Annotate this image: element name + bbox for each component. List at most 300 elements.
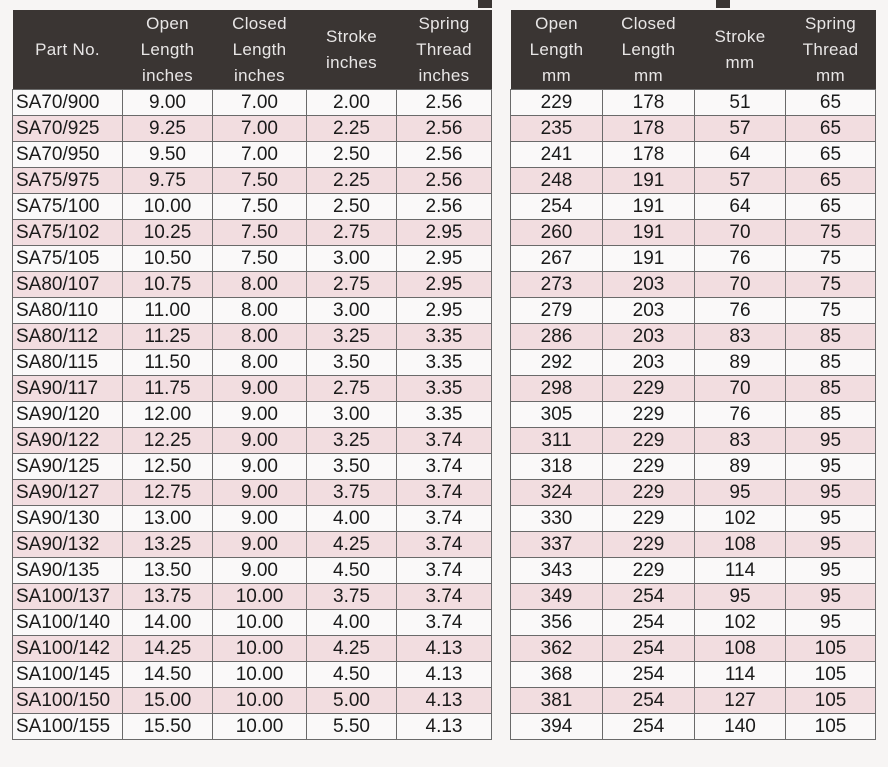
value-cell: 83 bbox=[695, 324, 786, 350]
value-cell: 85 bbox=[786, 376, 876, 402]
value-cell: 95 bbox=[786, 558, 876, 584]
value-cell: 70 bbox=[695, 272, 786, 298]
column-header-line: Closed bbox=[621, 13, 676, 33]
value-cell: 9.00 bbox=[213, 454, 307, 480]
table-row bbox=[13, 454, 492, 480]
value-cell: 191 bbox=[603, 246, 695, 272]
value-cell: 298 bbox=[511, 376, 603, 402]
value-cell: 229 bbox=[603, 376, 695, 402]
value-cell: 105 bbox=[786, 662, 876, 688]
value-cell: 10.00 bbox=[213, 610, 307, 636]
value-cell: 10.50 bbox=[123, 246, 213, 272]
table-row bbox=[511, 246, 876, 272]
value-cell: 3.74 bbox=[397, 454, 492, 480]
value-cell: 254 bbox=[603, 688, 695, 714]
value-cell: 9.00 bbox=[213, 428, 307, 454]
value-cell: 8.00 bbox=[213, 350, 307, 376]
value-cell: 4.50 bbox=[307, 558, 397, 584]
value-cell: 229 bbox=[603, 532, 695, 558]
value-cell: 14.25 bbox=[123, 636, 213, 662]
column-header bbox=[213, 10, 307, 90]
value-cell: 4.25 bbox=[307, 532, 397, 558]
value-cell: 12.75 bbox=[123, 480, 213, 506]
value-cell: 2.95 bbox=[397, 298, 492, 324]
value-cell: 95 bbox=[786, 428, 876, 454]
value-cell: 229 bbox=[603, 480, 695, 506]
table-row bbox=[511, 272, 876, 298]
value-cell: 3.74 bbox=[397, 584, 492, 610]
table-row bbox=[13, 532, 492, 558]
value-cell: 95 bbox=[695, 480, 786, 506]
value-cell: 3.50 bbox=[307, 454, 397, 480]
value-cell: 3.00 bbox=[307, 246, 397, 272]
value-cell: 95 bbox=[786, 610, 876, 636]
value-cell: 7.50 bbox=[213, 246, 307, 272]
table-row bbox=[511, 324, 876, 350]
value-cell: 3.00 bbox=[307, 402, 397, 428]
value-cell: 254 bbox=[603, 636, 695, 662]
value-cell: 178 bbox=[603, 142, 695, 168]
value-cell: 76 bbox=[695, 402, 786, 428]
table-row bbox=[511, 688, 876, 714]
table-row bbox=[13, 90, 492, 116]
value-cell: 191 bbox=[603, 168, 695, 194]
value-cell: 2.56 bbox=[397, 194, 492, 220]
value-cell: 14.00 bbox=[123, 610, 213, 636]
value-cell: 9.00 bbox=[213, 558, 307, 584]
value-cell: 2.56 bbox=[397, 90, 492, 116]
value-cell: 105 bbox=[786, 714, 876, 740]
table-row bbox=[13, 324, 492, 350]
value-cell: 75 bbox=[786, 298, 876, 324]
value-cell: 2.56 bbox=[397, 116, 492, 142]
value-cell: 3.35 bbox=[397, 324, 492, 350]
value-cell: 102 bbox=[695, 610, 786, 636]
value-cell: 9.00 bbox=[213, 506, 307, 532]
value-cell: 10.00 bbox=[213, 584, 307, 610]
value-cell: 229 bbox=[511, 90, 603, 116]
table-row bbox=[13, 298, 492, 324]
value-cell: 9.00 bbox=[123, 90, 213, 116]
value-cell: 95 bbox=[695, 584, 786, 610]
value-cell: 394 bbox=[511, 714, 603, 740]
value-cell: 75 bbox=[786, 272, 876, 298]
value-cell: 235 bbox=[511, 116, 603, 142]
value-cell: 368 bbox=[511, 662, 603, 688]
table-row bbox=[13, 662, 492, 688]
value-cell: 203 bbox=[603, 272, 695, 298]
part-number-cell: SA80/115 bbox=[13, 350, 123, 376]
value-cell: 11.75 bbox=[123, 376, 213, 402]
part-number-cell: SA90/130 bbox=[13, 506, 123, 532]
column-header-line: Spring bbox=[418, 13, 470, 33]
value-cell: 9.00 bbox=[213, 480, 307, 506]
column-header bbox=[13, 10, 123, 90]
column-header-line: inches bbox=[234, 65, 285, 85]
value-cell: 203 bbox=[603, 298, 695, 324]
value-cell: 330 bbox=[511, 506, 603, 532]
value-cell: 11.00 bbox=[123, 298, 213, 324]
table-row bbox=[511, 506, 876, 532]
value-cell: 229 bbox=[603, 428, 695, 454]
value-cell: 14.50 bbox=[123, 662, 213, 688]
value-cell: 11.25 bbox=[123, 324, 213, 350]
table-row bbox=[13, 272, 492, 298]
part-number-cell: SA90/127 bbox=[13, 480, 123, 506]
part-number-cell: SA70/900 bbox=[13, 90, 123, 116]
column-header-line: Length bbox=[140, 39, 195, 59]
value-cell: 229 bbox=[603, 506, 695, 532]
value-cell: 3.74 bbox=[397, 610, 492, 636]
table-row bbox=[511, 194, 876, 220]
value-cell: 7.00 bbox=[213, 90, 307, 116]
table-row bbox=[13, 636, 492, 662]
value-cell: 57 bbox=[695, 168, 786, 194]
value-cell: 9.00 bbox=[213, 532, 307, 558]
value-cell: 51 bbox=[695, 90, 786, 116]
part-number-cell: SA75/105 bbox=[13, 246, 123, 272]
table-row bbox=[13, 168, 492, 194]
value-cell: 8.00 bbox=[213, 298, 307, 324]
value-cell: 108 bbox=[695, 636, 786, 662]
value-cell: 7.50 bbox=[213, 220, 307, 246]
value-cell: 114 bbox=[695, 558, 786, 584]
value-cell: 4.13 bbox=[397, 636, 492, 662]
value-cell: 105 bbox=[786, 688, 876, 714]
table-row bbox=[13, 142, 492, 168]
value-cell: 7.00 bbox=[213, 116, 307, 142]
column-header-line: Length bbox=[621, 39, 676, 59]
value-cell: 203 bbox=[603, 350, 695, 376]
value-cell: 76 bbox=[695, 298, 786, 324]
value-cell: 13.25 bbox=[123, 532, 213, 558]
value-cell: 286 bbox=[511, 324, 603, 350]
column-header-line: Thread bbox=[802, 39, 859, 59]
column-header-line: mm bbox=[542, 65, 571, 85]
table-row bbox=[511, 168, 876, 194]
value-cell: 3.75 bbox=[307, 584, 397, 610]
column-header bbox=[511, 10, 603, 90]
table-row bbox=[13, 350, 492, 376]
value-cell: 70 bbox=[695, 376, 786, 402]
value-cell: 15.00 bbox=[123, 688, 213, 714]
value-cell: 65 bbox=[786, 90, 876, 116]
table-row bbox=[511, 350, 876, 376]
value-cell: 65 bbox=[786, 168, 876, 194]
spec-table-mm bbox=[510, 10, 876, 740]
table-row bbox=[511, 532, 876, 558]
table-row bbox=[13, 194, 492, 220]
part-number-cell: SA100/150 bbox=[13, 688, 123, 714]
value-cell: 191 bbox=[603, 194, 695, 220]
value-cell: 3.74 bbox=[397, 428, 492, 454]
top-edge-mark bbox=[716, 0, 730, 8]
value-cell: 9.25 bbox=[123, 116, 213, 142]
column-header-line: Open bbox=[535, 13, 578, 33]
value-cell: 4.13 bbox=[397, 662, 492, 688]
top-edge-mark bbox=[478, 0, 492, 8]
table-row bbox=[13, 610, 492, 636]
value-cell: 229 bbox=[603, 558, 695, 584]
value-cell: 11.50 bbox=[123, 350, 213, 376]
value-cell: 105 bbox=[786, 636, 876, 662]
value-cell: 2.50 bbox=[307, 194, 397, 220]
table-row bbox=[511, 558, 876, 584]
value-cell: 203 bbox=[603, 324, 695, 350]
column-header-line: Stroke bbox=[714, 26, 766, 46]
value-cell: 254 bbox=[511, 194, 603, 220]
column-header-line: Open bbox=[146, 13, 189, 33]
table-row bbox=[13, 688, 492, 714]
table-row bbox=[13, 480, 492, 506]
value-cell: 5.00 bbox=[307, 688, 397, 714]
value-cell: 10.00 bbox=[213, 636, 307, 662]
part-number-cell: SA100/137 bbox=[13, 584, 123, 610]
value-cell: 4.13 bbox=[397, 714, 492, 740]
value-cell: 2.95 bbox=[397, 220, 492, 246]
value-cell: 3.50 bbox=[307, 350, 397, 376]
value-cell: 356 bbox=[511, 610, 603, 636]
value-cell: 9.50 bbox=[123, 142, 213, 168]
value-cell: 10.00 bbox=[123, 194, 213, 220]
value-cell: 3.25 bbox=[307, 428, 397, 454]
value-cell: 311 bbox=[511, 428, 603, 454]
part-number-cell: SA70/925 bbox=[13, 116, 123, 142]
value-cell: 229 bbox=[603, 454, 695, 480]
column-header-line: Spring bbox=[805, 13, 856, 33]
part-number-cell: SA80/110 bbox=[13, 298, 123, 324]
value-cell: 2.25 bbox=[307, 116, 397, 142]
part-number-cell: SA75/975 bbox=[13, 168, 123, 194]
value-cell: 95 bbox=[786, 454, 876, 480]
table-row bbox=[511, 116, 876, 142]
value-cell: 2.95 bbox=[397, 272, 492, 298]
value-cell: 349 bbox=[511, 584, 603, 610]
table-row bbox=[511, 480, 876, 506]
part-number-cell: SA75/102 bbox=[13, 220, 123, 246]
column-header bbox=[123, 10, 213, 90]
value-cell: 2.56 bbox=[397, 168, 492, 194]
value-cell: 10.00 bbox=[213, 662, 307, 688]
table-row bbox=[511, 428, 876, 454]
value-cell: 3.35 bbox=[397, 402, 492, 428]
value-cell: 2.25 bbox=[307, 168, 397, 194]
table-row bbox=[13, 402, 492, 428]
value-cell: 343 bbox=[511, 558, 603, 584]
table-row bbox=[13, 506, 492, 532]
value-cell: 57 bbox=[695, 116, 786, 142]
value-cell: 273 bbox=[511, 272, 603, 298]
value-cell: 305 bbox=[511, 402, 603, 428]
value-cell: 248 bbox=[511, 168, 603, 194]
value-cell: 5.50 bbox=[307, 714, 397, 740]
value-cell: 9.00 bbox=[213, 402, 307, 428]
column-header-line: inches bbox=[326, 52, 377, 72]
table-row bbox=[13, 714, 492, 740]
value-cell: 4.00 bbox=[307, 610, 397, 636]
value-cell: 13.50 bbox=[123, 558, 213, 584]
value-cell: 260 bbox=[511, 220, 603, 246]
part-number-cell: SA90/135 bbox=[13, 558, 123, 584]
value-cell: 9.00 bbox=[213, 376, 307, 402]
value-cell: 292 bbox=[511, 350, 603, 376]
value-cell: 2.95 bbox=[397, 246, 492, 272]
value-cell: 108 bbox=[695, 532, 786, 558]
part-number-cell: SA90/122 bbox=[13, 428, 123, 454]
part-number-cell: SA100/155 bbox=[13, 714, 123, 740]
table-row bbox=[13, 584, 492, 610]
column-header-line: mm bbox=[725, 52, 755, 72]
part-number-cell: SA100/140 bbox=[13, 610, 123, 636]
table-row bbox=[13, 376, 492, 402]
value-cell: 229 bbox=[603, 402, 695, 428]
value-cell: 2.00 bbox=[307, 90, 397, 116]
value-cell: 140 bbox=[695, 714, 786, 740]
value-cell: 89 bbox=[695, 454, 786, 480]
value-cell: 254 bbox=[603, 662, 695, 688]
table-row bbox=[511, 636, 876, 662]
value-cell: 3.25 bbox=[307, 324, 397, 350]
value-cell: 85 bbox=[786, 402, 876, 428]
value-cell: 64 bbox=[695, 142, 786, 168]
spec-table-inches bbox=[12, 10, 492, 740]
value-cell: 83 bbox=[695, 428, 786, 454]
value-cell: 102 bbox=[695, 506, 786, 532]
value-cell: 3.74 bbox=[397, 480, 492, 506]
table-row bbox=[511, 714, 876, 740]
value-cell: 65 bbox=[786, 194, 876, 220]
value-cell: 267 bbox=[511, 246, 603, 272]
value-cell: 2.75 bbox=[307, 376, 397, 402]
value-cell: 85 bbox=[786, 324, 876, 350]
value-cell: 8.00 bbox=[213, 324, 307, 350]
table-row bbox=[511, 376, 876, 402]
value-cell: 7.50 bbox=[213, 194, 307, 220]
column-header-line: Closed bbox=[232, 13, 287, 33]
part-number-cell: SA70/950 bbox=[13, 142, 123, 168]
column-header-line: Stroke bbox=[326, 26, 377, 46]
column-header bbox=[603, 10, 695, 90]
value-cell: 12.00 bbox=[123, 402, 213, 428]
column-header bbox=[695, 10, 786, 90]
value-cell: 337 bbox=[511, 532, 603, 558]
value-cell: 254 bbox=[603, 714, 695, 740]
part-number-cell: SA80/107 bbox=[13, 272, 123, 298]
table-row bbox=[511, 584, 876, 610]
table-row bbox=[13, 246, 492, 272]
column-header bbox=[307, 10, 397, 90]
value-cell: 241 bbox=[511, 142, 603, 168]
value-cell: 85 bbox=[786, 350, 876, 376]
value-cell: 64 bbox=[695, 194, 786, 220]
value-cell: 10.00 bbox=[213, 688, 307, 714]
value-cell: 3.35 bbox=[397, 350, 492, 376]
value-cell: 4.50 bbox=[307, 662, 397, 688]
value-cell: 95 bbox=[786, 584, 876, 610]
value-cell: 178 bbox=[603, 90, 695, 116]
column-header-line: Length bbox=[232, 39, 287, 59]
table-row bbox=[511, 220, 876, 246]
value-cell: 95 bbox=[786, 480, 876, 506]
value-cell: 4.25 bbox=[307, 636, 397, 662]
value-cell: 114 bbox=[695, 662, 786, 688]
value-cell: 2.56 bbox=[397, 142, 492, 168]
table-row bbox=[13, 116, 492, 142]
table-row bbox=[511, 662, 876, 688]
table-row bbox=[13, 428, 492, 454]
value-cell: 324 bbox=[511, 480, 603, 506]
part-number-cell: SA100/142 bbox=[13, 636, 123, 662]
value-cell: 15.50 bbox=[123, 714, 213, 740]
column-header-line: Length bbox=[529, 39, 584, 59]
part-number-cell: SA90/125 bbox=[13, 454, 123, 480]
table-row bbox=[511, 90, 876, 116]
value-cell: 75 bbox=[786, 246, 876, 272]
value-cell: 3.00 bbox=[307, 298, 397, 324]
table-row bbox=[13, 220, 492, 246]
part-number-cell: SA90/120 bbox=[13, 402, 123, 428]
value-cell: 10.25 bbox=[123, 220, 213, 246]
table-row bbox=[511, 610, 876, 636]
value-cell: 70 bbox=[695, 220, 786, 246]
value-cell: 95 bbox=[786, 532, 876, 558]
column-header-line: inches bbox=[418, 65, 470, 85]
value-cell: 2.75 bbox=[307, 220, 397, 246]
value-cell: 127 bbox=[695, 688, 786, 714]
column-header-line: mm bbox=[634, 65, 663, 85]
value-cell: 279 bbox=[511, 298, 603, 324]
value-cell: 254 bbox=[603, 610, 695, 636]
value-cell: 3.74 bbox=[397, 532, 492, 558]
part-number-cell: SA100/145 bbox=[13, 662, 123, 688]
value-cell: 10.75 bbox=[123, 272, 213, 298]
column-header-line: Part No. bbox=[35, 39, 100, 59]
value-cell: 75 bbox=[786, 220, 876, 246]
value-cell: 13.75 bbox=[123, 584, 213, 610]
table-row bbox=[511, 402, 876, 428]
value-cell: 3.75 bbox=[307, 480, 397, 506]
value-cell: 4.00 bbox=[307, 506, 397, 532]
value-cell: 89 bbox=[695, 350, 786, 376]
value-cell: 381 bbox=[511, 688, 603, 714]
value-cell: 3.35 bbox=[397, 376, 492, 402]
value-cell: 254 bbox=[603, 584, 695, 610]
value-cell: 3.74 bbox=[397, 558, 492, 584]
part-number-cell: SA80/112 bbox=[13, 324, 123, 350]
value-cell: 178 bbox=[603, 116, 695, 142]
value-cell: 13.00 bbox=[123, 506, 213, 532]
part-number-cell: SA75/100 bbox=[13, 194, 123, 220]
value-cell: 362 bbox=[511, 636, 603, 662]
column-header-line: mm bbox=[816, 65, 845, 85]
value-cell: 9.75 bbox=[123, 168, 213, 194]
value-cell: 76 bbox=[695, 246, 786, 272]
value-cell: 2.50 bbox=[307, 142, 397, 168]
value-cell: 191 bbox=[603, 220, 695, 246]
table-row bbox=[511, 298, 876, 324]
value-cell: 7.00 bbox=[213, 142, 307, 168]
table-row bbox=[13, 558, 492, 584]
value-cell: 2.75 bbox=[307, 272, 397, 298]
value-cell: 7.50 bbox=[213, 168, 307, 194]
part-number-cell: SA90/132 bbox=[13, 532, 123, 558]
column-header bbox=[786, 10, 876, 90]
value-cell: 8.00 bbox=[213, 272, 307, 298]
value-cell: 318 bbox=[511, 454, 603, 480]
value-cell: 10.00 bbox=[213, 714, 307, 740]
value-cell: 3.74 bbox=[397, 506, 492, 532]
value-cell: 4.13 bbox=[397, 688, 492, 714]
